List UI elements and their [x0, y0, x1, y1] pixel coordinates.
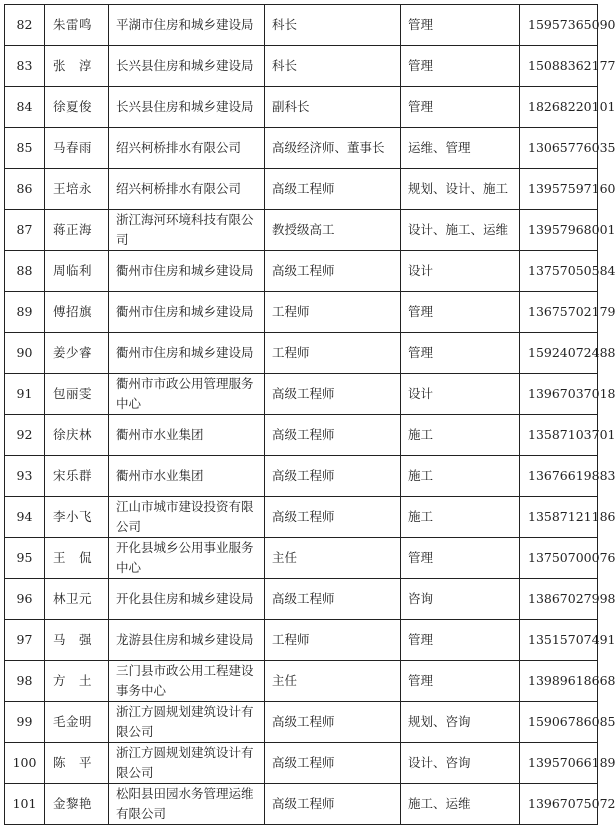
specialty-cell: [401, 46, 520, 87]
table-row: [5, 497, 598, 538]
specialty: 设计: [408, 386, 434, 401]
job-title-cell: [265, 87, 401, 128]
organization-cell: [109, 784, 265, 825]
job-title: 高级工程师: [272, 386, 335, 401]
job-title-cell: [265, 46, 401, 87]
phone-number-cell: [520, 128, 615, 169]
row-number: 87: [16, 222, 33, 237]
organization: 浙江海河环境科技有限公司: [116, 212, 254, 247]
person-name: 马春雨: [53, 140, 93, 155]
row-number: 85: [16, 140, 33, 155]
table-row: [5, 702, 598, 743]
row-number-cell: [5, 538, 45, 579]
specialty-cell: [401, 210, 520, 251]
phone-number: 13587103701: [528, 427, 615, 442]
organization-cell: [109, 661, 265, 702]
person-name: 金黎艳: [53, 796, 93, 811]
specialty-cell: [401, 333, 520, 374]
job-title-cell: [265, 128, 401, 169]
row-number-cell: [5, 128, 45, 169]
row-number: 92: [16, 427, 33, 442]
organization: 浙江方圆规划建筑设计有限公司: [116, 704, 254, 739]
job-title-cell: [265, 620, 401, 661]
table-row: [5, 169, 598, 210]
job-title-cell: [265, 661, 401, 702]
phone-number-cell: [520, 702, 615, 743]
table-row: [5, 46, 598, 87]
specialty: 规划、咨询: [408, 714, 471, 729]
job-title: 高级工程师: [272, 714, 335, 729]
table-row: [5, 5, 598, 46]
job-title: 工程师: [272, 345, 310, 360]
specialty-cell: [401, 456, 520, 497]
person-name-cell: [45, 128, 109, 169]
job-title-cell: [265, 374, 401, 415]
specialty: 施工: [408, 468, 434, 483]
organization: 江山市城市建设投资有限公司: [116, 499, 254, 534]
phone-number-cell: [520, 5, 615, 46]
organization-cell: [109, 743, 265, 784]
table-row: [5, 292, 598, 333]
person-name-cell: [45, 497, 109, 538]
phone-number: 15088362177: [528, 58, 615, 73]
job-title-cell: [265, 456, 401, 497]
phone-number-cell: [520, 661, 615, 702]
row-number: 89: [16, 304, 33, 319]
specialty-cell: [401, 497, 520, 538]
specialty: 运维、管理: [408, 140, 471, 155]
job-title-cell: [265, 292, 401, 333]
phone-number-cell: [520, 784, 615, 825]
phone-number-cell: [520, 374, 615, 415]
job-title: 高级工程师: [272, 755, 335, 770]
row-number-cell: [5, 251, 45, 292]
row-number-cell: [5, 46, 45, 87]
organization: 衢州市水业集团: [116, 468, 204, 483]
organization: 衢州市住房和城乡建设局: [116, 304, 254, 319]
job-title: 科长: [272, 17, 298, 32]
organization: 松阳县田园水务管理运维有限公司: [116, 786, 254, 821]
row-number-cell: [5, 497, 45, 538]
phone-number: 13065776035: [528, 140, 615, 155]
person-name: 张 淳: [53, 58, 93, 73]
person-name: 包丽雯: [53, 386, 93, 401]
person-name: 徐庆林: [53, 427, 93, 442]
person-name-cell: [45, 620, 109, 661]
person-name: 徐夏俊: [53, 99, 93, 114]
person-name-cell: [45, 538, 109, 579]
row-number-cell: [5, 743, 45, 784]
job-title-cell: [265, 743, 401, 784]
specialty-cell: [401, 661, 520, 702]
person-name: 周临利: [53, 263, 93, 278]
row-number-cell: [5, 333, 45, 374]
phone-number-cell: [520, 415, 615, 456]
phone-number: 13750700076: [528, 550, 615, 565]
organization-cell: [109, 333, 265, 374]
job-title-cell: [265, 702, 401, 743]
table-row: [5, 210, 598, 251]
person-name-cell: [45, 456, 109, 497]
person-name: 傅招旗: [53, 304, 93, 319]
organization: 绍兴柯桥排水有限公司: [116, 181, 242, 196]
organization-cell: [109, 620, 265, 661]
row-number-cell: [5, 579, 45, 620]
row-number-cell: [5, 292, 45, 333]
job-title: 高级经济师、董事长: [272, 140, 385, 155]
person-name-cell: [45, 661, 109, 702]
specialty: 管理: [408, 673, 434, 688]
specialty-cell: [401, 251, 520, 292]
table-row: [5, 743, 598, 784]
specialty: 设计: [408, 263, 434, 278]
row-number-cell: [5, 415, 45, 456]
job-title-cell: [265, 538, 401, 579]
job-title: 主任: [272, 550, 298, 565]
phone-number: 13757050584: [528, 263, 615, 278]
table-row: [5, 128, 598, 169]
specialty-cell: [401, 87, 520, 128]
specialty: 设计、咨询: [408, 755, 471, 770]
job-title-cell: [265, 784, 401, 825]
phone-number: 13867027998: [528, 591, 615, 606]
person-name: 朱雷鸣: [53, 17, 93, 32]
person-name-cell: [45, 292, 109, 333]
person-name-cell: [45, 743, 109, 784]
table-row: [5, 415, 598, 456]
phone-number: 13676619883: [528, 468, 615, 483]
job-title-cell: [265, 579, 401, 620]
specialty-cell: [401, 743, 520, 784]
row-number: 83: [16, 58, 33, 73]
person-name-cell: [45, 87, 109, 128]
job-title: 高级工程师: [272, 509, 335, 524]
organization: 平湖市住房和城乡建设局: [116, 17, 254, 32]
specialty-cell: [401, 784, 520, 825]
organization-cell: [109, 702, 265, 743]
person-name: 王 侃: [53, 550, 93, 565]
table-row: [5, 538, 598, 579]
table-row: [5, 620, 598, 661]
specialty-cell: [401, 620, 520, 661]
organization: 龙游县住房和城乡建设局: [116, 632, 254, 647]
phone-number: 15957365090: [528, 17, 615, 32]
person-name: 林卫元: [53, 591, 93, 606]
phone-number-cell: [520, 292, 615, 333]
row-number: 91: [16, 386, 33, 401]
row-number-cell: [5, 456, 45, 497]
organization: 衢州市住房和城乡建设局: [116, 345, 254, 360]
phone-number: 15924072488: [528, 345, 615, 360]
phone-number: 13967037018: [528, 386, 615, 401]
organization-cell: [109, 497, 265, 538]
specialty: 施工、运维: [408, 796, 471, 811]
specialty-cell: [401, 128, 520, 169]
organization-cell: [109, 210, 265, 251]
specialty: 管理: [408, 345, 434, 360]
person-name-cell: [45, 333, 109, 374]
job-title: 高级工程师: [272, 263, 335, 278]
person-name-cell: [45, 702, 109, 743]
phone-number: 13957597160: [528, 181, 615, 196]
organization: 衢州市水业集团: [116, 427, 204, 442]
person-name: 马 强: [53, 632, 93, 647]
person-name-cell: [45, 210, 109, 251]
specialty-cell: [401, 538, 520, 579]
job-title: 高级工程师: [272, 427, 335, 442]
person-name-cell: [45, 784, 109, 825]
job-title: 高级工程师: [272, 181, 335, 196]
row-number-cell: [5, 5, 45, 46]
row-number-cell: [5, 87, 45, 128]
person-name-cell: [45, 374, 109, 415]
specialty-cell: [401, 374, 520, 415]
job-title-cell: [265, 497, 401, 538]
organization-cell: [109, 538, 265, 579]
organization: 长兴县住房和城乡建设局: [116, 58, 254, 73]
phone-number-cell: [520, 333, 615, 374]
table-row: [5, 374, 598, 415]
phone-number: 13675702179: [528, 304, 615, 319]
organization: 衢州市市政公用管理服务中心: [116, 376, 254, 411]
job-title-cell: [265, 333, 401, 374]
job-title: 主任: [272, 673, 298, 688]
row-number-cell: [5, 169, 45, 210]
person-name-cell: [45, 5, 109, 46]
phone-number-cell: [520, 620, 615, 661]
person-name-cell: [45, 46, 109, 87]
row-number: 98: [16, 673, 33, 688]
row-number: 82: [16, 17, 33, 32]
specialty: 管理: [408, 550, 434, 565]
job-title: 高级工程师: [272, 796, 335, 811]
table-row: [5, 456, 598, 497]
organization-cell: [109, 128, 265, 169]
specialty-cell: [401, 415, 520, 456]
table-row: [5, 784, 598, 825]
specialty: 设计、施工、运维: [408, 222, 509, 237]
row-number: 88: [16, 263, 33, 278]
organization-cell: [109, 46, 265, 87]
specialty: 施工: [408, 427, 434, 442]
specialty: 咨询: [408, 591, 434, 606]
expert-table: [4, 4, 615, 825]
job-title-cell: [265, 251, 401, 292]
person-name: 陈 平: [53, 755, 93, 770]
phone-number: 15906786085: [528, 714, 615, 729]
specialty: 管理: [408, 632, 434, 647]
phone-number: 13957066189: [528, 755, 615, 770]
person-name-cell: [45, 415, 109, 456]
row-number: 84: [16, 99, 33, 114]
phone-number: 13967075072: [528, 796, 615, 811]
specialty: 管理: [408, 304, 434, 319]
organization-cell: [109, 415, 265, 456]
row-number: 101: [12, 796, 37, 811]
row-number-cell: [5, 620, 45, 661]
organization: 绍兴柯桥排水有限公司: [116, 140, 242, 155]
table-row: [5, 87, 598, 128]
organization-cell: [109, 5, 265, 46]
job-title: 高级工程师: [272, 591, 335, 606]
specialty: 管理: [408, 17, 434, 32]
person-name-cell: [45, 169, 109, 210]
person-name-cell: [45, 251, 109, 292]
table-row: [5, 579, 598, 620]
job-title: 副科长: [272, 99, 310, 114]
person-name: 李小飞: [53, 509, 93, 524]
specialty: 施工: [408, 509, 434, 524]
job-title: 高级工程师: [272, 468, 335, 483]
row-number: 86: [16, 181, 33, 196]
specialty-cell: [401, 579, 520, 620]
specialty-cell: [401, 169, 520, 210]
person-name: 姜少睿: [53, 345, 93, 360]
specialty: 管理: [408, 99, 434, 114]
job-title-cell: [265, 210, 401, 251]
job-title: 工程师: [272, 304, 310, 319]
person-name: 毛金明: [53, 714, 93, 729]
organization: 衢州市住房和城乡建设局: [116, 263, 254, 278]
organization-cell: [109, 87, 265, 128]
phone-number-cell: [520, 497, 615, 538]
phone-number: 18268220101: [528, 99, 615, 114]
specialty-cell: [401, 292, 520, 333]
organization: 开化县住房和城乡建设局: [116, 591, 254, 606]
job-title-cell: [265, 5, 401, 46]
organization-cell: [109, 579, 265, 620]
phone-number-cell: [520, 46, 615, 87]
phone-number-cell: [520, 456, 615, 497]
person-name: 蒋正海: [53, 222, 93, 237]
job-title: 教授级高工: [272, 222, 335, 237]
organization-cell: [109, 169, 265, 210]
phone-number-cell: [520, 251, 615, 292]
row-number-cell: [5, 374, 45, 415]
organization-cell: [109, 456, 265, 497]
organization: 开化县城乡公用事业服务中心: [116, 540, 254, 575]
phone-number-cell: [520, 743, 615, 784]
row-number: 90: [16, 345, 33, 360]
organization-cell: [109, 251, 265, 292]
phone-number-cell: [520, 579, 615, 620]
person-name: 宋乐群: [53, 468, 93, 483]
specialty: 管理: [408, 58, 434, 73]
phone-number: 13989618668: [528, 673, 615, 688]
person-name: 方 土: [53, 673, 93, 688]
person-name: 王培永: [53, 181, 93, 196]
organization: 浙江方圆规划建筑设计有限公司: [116, 745, 254, 780]
specialty-cell: [401, 702, 520, 743]
job-title-cell: [265, 169, 401, 210]
job-title: 科长: [272, 58, 298, 73]
phone-number: 13957968001: [528, 222, 615, 237]
phone-number: 13515707491: [528, 632, 615, 647]
table-row: [5, 661, 598, 702]
organization: 三门县市政公用工程建设事务中心: [116, 663, 254, 698]
row-number: 94: [16, 509, 33, 524]
row-number-cell: [5, 784, 45, 825]
job-title-cell: [265, 415, 401, 456]
row-number: 100: [12, 755, 37, 770]
row-number: 93: [16, 468, 33, 483]
row-number-cell: [5, 661, 45, 702]
phone-number-cell: [520, 87, 615, 128]
phone-number-cell: [520, 169, 615, 210]
row-number: 99: [16, 714, 33, 729]
person-name-cell: [45, 579, 109, 620]
row-number: 95: [16, 550, 33, 565]
row-number: 97: [16, 632, 33, 647]
row-number-cell: [5, 210, 45, 251]
row-number: 96: [16, 591, 33, 606]
organization-cell: [109, 292, 265, 333]
phone-number-cell: [520, 538, 615, 579]
phone-number: 13587121186: [528, 509, 615, 524]
table-row: [5, 333, 598, 374]
phone-number-cell: [520, 210, 615, 251]
table-body: [5, 5, 615, 825]
row-number-cell: [5, 702, 45, 743]
specialty: 规划、设计、施工: [408, 181, 509, 196]
table-row: [5, 251, 598, 292]
organization: 长兴县住房和城乡建设局: [116, 99, 254, 114]
job-title: 工程师: [272, 632, 310, 647]
specialty-cell: [401, 5, 520, 46]
organization-cell: [109, 374, 265, 415]
